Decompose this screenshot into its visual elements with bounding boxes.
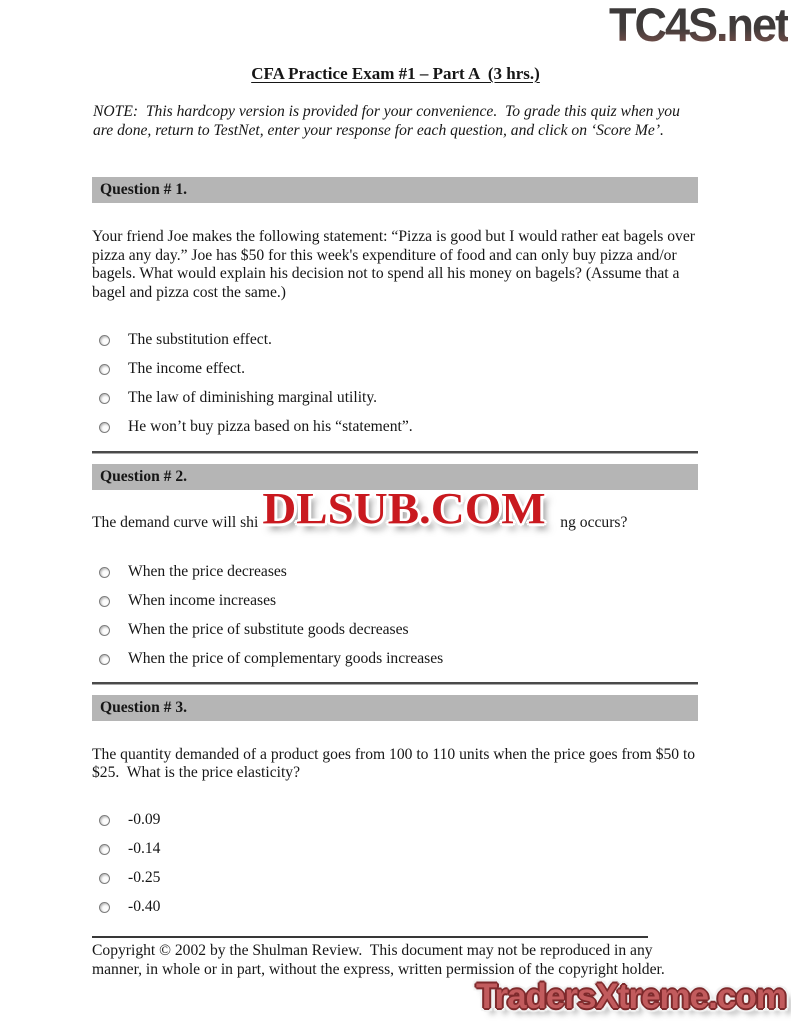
option-label: -0.40 <box>128 898 161 916</box>
footer-divider <box>92 936 648 938</box>
radio-button[interactable] <box>99 364 110 375</box>
answer-option <box>92 419 698 436</box>
option-label: He won’t buy pizza based on his “statement”. <box>128 418 413 436</box>
option-label: When the price decreases <box>128 563 287 581</box>
option-label: When income increases <box>128 592 277 610</box>
radio-button[interactable] <box>99 393 110 404</box>
radio-button[interactable] <box>99 625 110 636</box>
answer-option <box>92 564 698 581</box>
note-paragraph: NOTE: This hardcopy version is provided for your convenience. To grade this quiz when you are done, return to TestNet, enter your response for each question, and click on ‘Score Me’. <box>93 103 684 139</box>
radio-button[interactable] <box>99 902 110 913</box>
question-3-header: Question # 3. <box>92 695 698 721</box>
radio-button[interactable] <box>99 567 110 578</box>
question-1-options <box>92 332 698 436</box>
section-divider <box>92 682 698 685</box>
radio-button[interactable] <box>99 844 110 855</box>
radio-button[interactable] <box>99 654 110 665</box>
answer-option <box>92 812 698 829</box>
radio-button[interactable] <box>99 596 110 607</box>
question-1-text: Your friend Joe makes the following statement: “Pizza is good but I would rather eat bagels over pizza any day.” Joe has $50 for this week's expenditure of food and can only buy pizza and/or bagels. What would explain his decision not to spend all his money on bagels? (Assume that a bagel and pizza cost the same.) <box>92 228 699 302</box>
question-2-text-left: The demand curve will shi <box>92 513 259 531</box>
option-label: -0.25 <box>128 869 161 887</box>
answer-option <box>92 361 698 378</box>
copyright-text: Copyright © 2002 by the Shulman Review. This document may not be reproduced in any manner, in whole or in part, without the express, written permission of the copyright holder. <box>92 941 665 978</box>
radio-button[interactable] <box>99 873 110 884</box>
answer-option <box>92 841 698 858</box>
question-3-options <box>92 812 698 916</box>
question-1-header: Question # 1. <box>92 177 698 203</box>
answer-option <box>92 870 698 887</box>
answer-option <box>92 651 698 668</box>
question-3-text: The quantity demanded of a product goes from 100 to 110 units when the price goes from $50 to $25. What is the price elasticity? <box>92 745 700 782</box>
option-label: -0.09 <box>128 811 161 829</box>
option-label: -0.14 <box>128 840 161 858</box>
answer-option <box>92 622 698 639</box>
option-label: The law of diminishing marginal utility. <box>128 389 378 407</box>
radio-button[interactable] <box>99 422 110 433</box>
option-label: When the price of substitute goods decreases <box>128 621 409 639</box>
dlsub-watermark: DLSUB.COM <box>262 484 546 534</box>
exam-content <box>92 177 698 979</box>
tc4s-logo: TC4S.net <box>608 0 788 52</box>
option-label: The substitution effect. <box>128 331 272 349</box>
radio-button[interactable] <box>99 815 110 826</box>
option-label: When the price of complementary goods increases <box>128 650 444 668</box>
page-title: CFA Practice Exam #1 – Part A (3 hrs.) <box>251 64 540 83</box>
answer-option <box>92 899 698 916</box>
question-2-header: Question # 2. <box>92 464 698 490</box>
radio-button[interactable] <box>99 335 110 346</box>
answer-option <box>92 390 698 407</box>
section-divider <box>92 451 698 454</box>
tradersxtreme-watermark: TradersXtreme.com <box>476 977 786 1016</box>
question-2-text-right: ng occurs? <box>560 513 628 531</box>
question-2-options <box>92 564 698 668</box>
option-label: The income effect. <box>128 360 246 378</box>
answer-option <box>92 593 698 610</box>
answer-option <box>92 332 698 349</box>
